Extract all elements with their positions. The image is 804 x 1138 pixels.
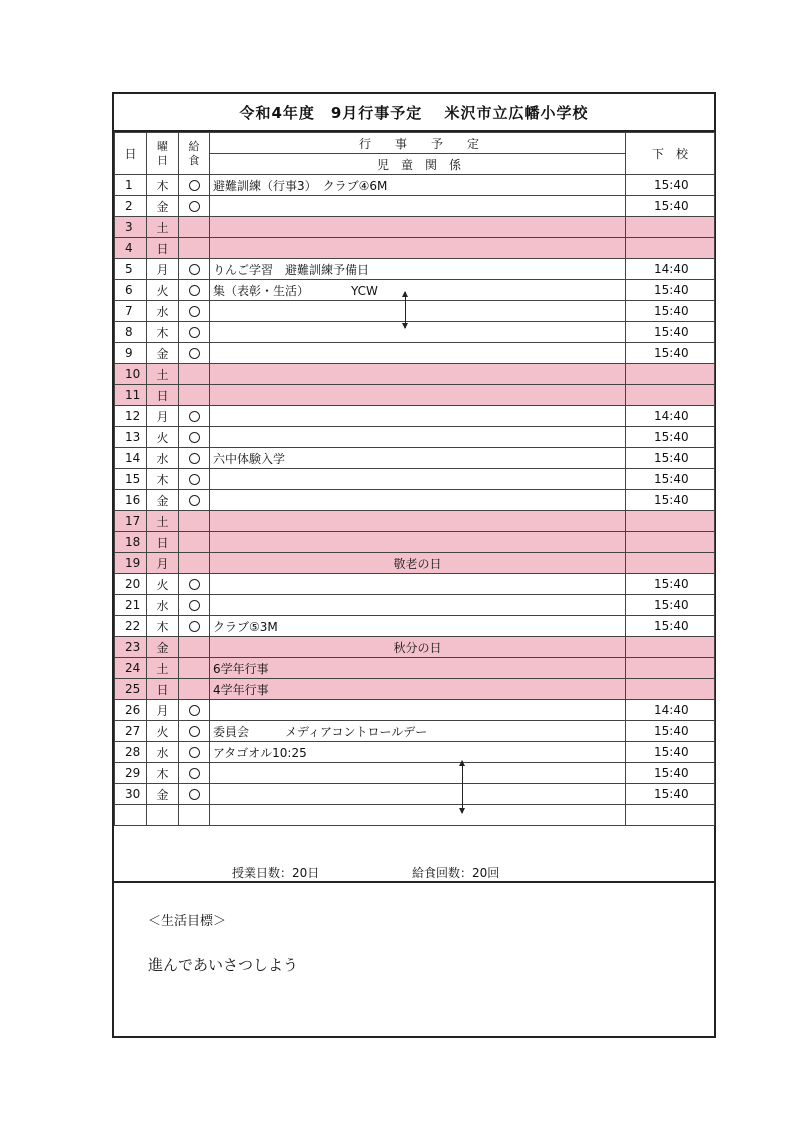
header-meal	[179, 133, 210, 175]
dismissal-cell: 15:40	[626, 490, 715, 511]
event-cell	[210, 805, 626, 826]
event-cell	[210, 595, 626, 616]
weekday-cell: 土	[147, 511, 179, 532]
circle-icon	[189, 495, 200, 506]
weekday-cell: 月	[147, 406, 179, 427]
table-row	[115, 679, 715, 700]
event-cell: クラブ⑤3M	[210, 616, 626, 637]
event-cell: 集（表彰・生活） YCW	[210, 280, 626, 301]
dismissal-cell: 15:40	[626, 322, 715, 343]
event-cell: 4学年行事	[210, 679, 626, 700]
dismissal-cell: 15:40	[626, 574, 715, 595]
table-row	[115, 553, 715, 574]
weekday-cell: 月	[147, 259, 179, 280]
circle-icon	[189, 621, 200, 632]
day-cell: 20	[115, 574, 147, 595]
header-weekday-line2: 日	[157, 153, 168, 167]
event-cell	[210, 784, 626, 805]
meal-cell	[179, 175, 210, 196]
dismissal-cell	[626, 238, 715, 259]
table-row	[115, 805, 715, 826]
meal-cell	[179, 511, 210, 532]
day-cell: 22	[115, 616, 147, 637]
meal-cell	[179, 679, 210, 700]
table-row	[115, 490, 715, 511]
double-arrow-icon	[462, 761, 463, 813]
table-row	[115, 763, 715, 784]
table-row	[115, 280, 715, 301]
day-cell: 7	[115, 301, 147, 322]
table-row	[115, 385, 715, 406]
circle-icon	[189, 348, 200, 359]
day-cell: 18	[115, 532, 147, 553]
meal-cell	[179, 385, 210, 406]
meal-cell	[179, 595, 210, 616]
weekday-cell: 水	[147, 595, 179, 616]
dismissal-cell: 15:40	[626, 616, 715, 637]
event-cell	[210, 574, 626, 595]
dismissal-cell: 15:40	[626, 763, 715, 784]
dismissal-cell: 15:40	[626, 175, 715, 196]
header-dismissal: 下 校	[626, 133, 715, 175]
table-row	[115, 448, 715, 469]
day-cell: 27	[115, 721, 147, 742]
dismissal-cell: 15:40	[626, 280, 715, 301]
meal-cell	[179, 322, 210, 343]
header-event-sub: 児 童 関 係	[210, 154, 626, 175]
day-cell: 3	[115, 217, 147, 238]
day-cell: 9	[115, 343, 147, 364]
table-row	[115, 217, 715, 238]
circle-icon	[189, 474, 200, 485]
header-meal-line2: 食	[188, 153, 200, 167]
dismissal-cell	[626, 385, 715, 406]
dismissal-cell	[626, 217, 715, 238]
lunch-count: 給食回数：20回	[412, 866, 500, 880]
meal-cell	[179, 280, 210, 301]
event-cell	[210, 196, 626, 217]
dismissal-cell: 15:40	[626, 448, 715, 469]
meal-cell	[179, 574, 210, 595]
dismissal-cell	[626, 805, 715, 826]
class-days-count: 授業日数：20日	[232, 866, 320, 880]
day-cell: 23	[115, 637, 147, 658]
dismissal-cell: 14:40	[626, 406, 715, 427]
circle-icon	[189, 264, 200, 275]
meal-cell	[179, 364, 210, 385]
table-row	[115, 406, 715, 427]
event-cell	[210, 532, 626, 553]
header-day: 日	[115, 133, 147, 175]
event-cell: 委員会 メディアコントロールデー	[210, 721, 626, 742]
event-cell: 六中体験入学	[210, 448, 626, 469]
dismissal-cell: 14:40	[626, 259, 715, 280]
dismissal-cell	[626, 679, 715, 700]
meal-cell	[179, 700, 210, 721]
circle-icon	[189, 600, 200, 611]
meal-cell	[179, 658, 210, 679]
day-cell: 26	[115, 700, 147, 721]
event-cell	[210, 301, 626, 322]
weekday-cell	[147, 805, 179, 826]
event-cell: りんご学習 避難訓練予備日	[210, 259, 626, 280]
day-cell: 8	[115, 322, 147, 343]
meal-cell	[179, 196, 210, 217]
event-cell	[210, 406, 626, 427]
meal-cell	[179, 763, 210, 784]
table-row	[115, 532, 715, 553]
day-cell: 28	[115, 742, 147, 763]
schedule-sheet	[112, 92, 716, 1038]
day-cell: 12	[115, 406, 147, 427]
day-cell: 10	[115, 364, 147, 385]
circle-icon	[189, 432, 200, 443]
circle-icon	[189, 411, 200, 422]
dismissal-cell	[626, 658, 715, 679]
circle-icon	[189, 201, 200, 212]
meal-cell	[179, 490, 210, 511]
weekday-cell: 火	[147, 280, 179, 301]
day-cell: 14	[115, 448, 147, 469]
day-cell: 5	[115, 259, 147, 280]
weekday-cell: 木	[147, 616, 179, 637]
dismissal-cell: 15:40	[626, 595, 715, 616]
weekday-cell: 金	[147, 637, 179, 658]
footer-counts	[114, 860, 714, 883]
meal-cell	[179, 784, 210, 805]
table-row	[115, 301, 715, 322]
schedule-table	[114, 132, 715, 826]
circle-icon	[189, 726, 200, 737]
dismissal-cell	[626, 637, 715, 658]
weekday-cell: 金	[147, 196, 179, 217]
table-row	[115, 616, 715, 637]
weekday-cell: 火	[147, 721, 179, 742]
meal-cell	[179, 343, 210, 364]
event-cell	[210, 763, 626, 784]
circle-icon	[189, 768, 200, 779]
double-arrow-icon	[405, 292, 406, 328]
circle-icon	[189, 306, 200, 317]
table-row	[115, 658, 715, 679]
dismissal-cell: 14:40	[626, 700, 715, 721]
meal-cell	[179, 469, 210, 490]
table-row	[115, 196, 715, 217]
circle-icon	[189, 327, 200, 338]
header-weekday-line1: 曜	[157, 139, 168, 153]
day-cell: 4	[115, 238, 147, 259]
dismissal-cell: 15:40	[626, 469, 715, 490]
circle-icon	[189, 747, 200, 758]
meal-cell	[179, 238, 210, 259]
event-cell	[210, 700, 626, 721]
meal-cell	[179, 805, 210, 826]
table-row	[115, 637, 715, 658]
day-cell: 17	[115, 511, 147, 532]
weekday-cell: 金	[147, 490, 179, 511]
dismissal-cell: 15:40	[626, 784, 715, 805]
meal-cell	[179, 616, 210, 637]
meal-cell	[179, 637, 210, 658]
day-cell: 1	[115, 175, 147, 196]
table-header-row	[115, 133, 715, 154]
table-row	[115, 511, 715, 532]
dismissal-cell: 15:40	[626, 343, 715, 364]
weekday-cell: 火	[147, 427, 179, 448]
table-row	[115, 469, 715, 490]
goal-heading: ＜生活目標＞	[148, 914, 227, 929]
circle-icon	[189, 579, 200, 590]
header-event: 行 事 予 定	[210, 133, 626, 154]
dismissal-cell: 15:40	[626, 721, 715, 742]
table-row	[115, 343, 715, 364]
table-row	[115, 574, 715, 595]
event-cell	[210, 343, 626, 364]
event-cell	[210, 427, 626, 448]
day-cell: 6	[115, 280, 147, 301]
weekday-cell: 火	[147, 574, 179, 595]
weekday-cell: 日	[147, 238, 179, 259]
dismissal-cell: 15:40	[626, 427, 715, 448]
event-cell: アタゴオル10:25	[210, 742, 626, 763]
dismissal-cell	[626, 553, 715, 574]
table-row	[115, 595, 715, 616]
day-cell: 24	[115, 658, 147, 679]
table-row	[115, 322, 715, 343]
weekday-cell: 日	[147, 679, 179, 700]
meal-cell	[179, 217, 210, 238]
event-cell: 6学年行事	[210, 658, 626, 679]
table-row	[115, 427, 715, 448]
weekday-cell: 日	[147, 385, 179, 406]
meal-cell	[179, 427, 210, 448]
dismissal-cell: 15:40	[626, 742, 715, 763]
day-cell: 11	[115, 385, 147, 406]
header-meal-line1: 給	[188, 139, 200, 153]
dismissal-cell: 15:40	[626, 196, 715, 217]
weekday-cell: 木	[147, 763, 179, 784]
dismissal-cell	[626, 511, 715, 532]
day-cell: 16	[115, 490, 147, 511]
weekday-cell: 金	[147, 343, 179, 364]
event-cell	[210, 490, 626, 511]
circle-icon	[189, 180, 200, 191]
table-row	[115, 364, 715, 385]
weekday-cell: 月	[147, 553, 179, 574]
meal-cell	[179, 742, 210, 763]
event-cell	[210, 511, 626, 532]
meal-cell	[179, 553, 210, 574]
weekday-cell: 日	[147, 532, 179, 553]
weekday-cell: 土	[147, 658, 179, 679]
table-row	[115, 784, 715, 805]
event-cell: 避難訓練（行事3） クラブ④6M	[210, 175, 626, 196]
weekday-cell: 木	[147, 469, 179, 490]
day-cell: 25	[115, 679, 147, 700]
meal-cell	[179, 448, 210, 469]
dismissal-cell: 15:40	[626, 301, 715, 322]
page-title: 令和4年度 9月行事予定 米沢市立広幡小学校	[114, 94, 714, 132]
table-row	[115, 721, 715, 742]
weekday-cell: 水	[147, 448, 179, 469]
event-cell	[210, 469, 626, 490]
meal-cell	[179, 532, 210, 553]
weekday-cell: 土	[147, 364, 179, 385]
weekday-cell: 土	[147, 217, 179, 238]
day-cell: 19	[115, 553, 147, 574]
event-cell	[210, 385, 626, 406]
table-row	[115, 700, 715, 721]
day-cell: 2	[115, 196, 147, 217]
day-cell: 15	[115, 469, 147, 490]
dismissal-cell	[626, 364, 715, 385]
event-cell: 敬老の日	[210, 553, 626, 574]
table-row	[115, 742, 715, 763]
weekday-cell: 金	[147, 784, 179, 805]
circle-icon	[189, 285, 200, 296]
meal-cell	[179, 301, 210, 322]
day-cell: 13	[115, 427, 147, 448]
weekday-cell: 月	[147, 700, 179, 721]
weekday-cell: 水	[147, 742, 179, 763]
meal-cell	[179, 721, 210, 742]
day-cell: 29	[115, 763, 147, 784]
weekday-cell: 水	[147, 301, 179, 322]
event-cell	[210, 322, 626, 343]
header-weekday	[147, 133, 179, 175]
circle-icon	[189, 789, 200, 800]
table-row	[115, 175, 715, 196]
event-cell	[210, 364, 626, 385]
event-cell	[210, 217, 626, 238]
weekday-cell: 木	[147, 322, 179, 343]
meal-cell	[179, 406, 210, 427]
event-cell	[210, 238, 626, 259]
table-row	[115, 259, 715, 280]
dismissal-cell	[626, 532, 715, 553]
circle-icon	[189, 453, 200, 464]
day-cell: 21	[115, 595, 147, 616]
goal-text: 進んであいさつしよう	[148, 956, 299, 974]
event-cell: 秋分の日	[210, 637, 626, 658]
meal-cell	[179, 259, 210, 280]
table-row	[115, 238, 715, 259]
circle-icon	[189, 705, 200, 716]
day-cell	[115, 805, 147, 826]
weekday-cell: 木	[147, 175, 179, 196]
day-cell: 30	[115, 784, 147, 805]
